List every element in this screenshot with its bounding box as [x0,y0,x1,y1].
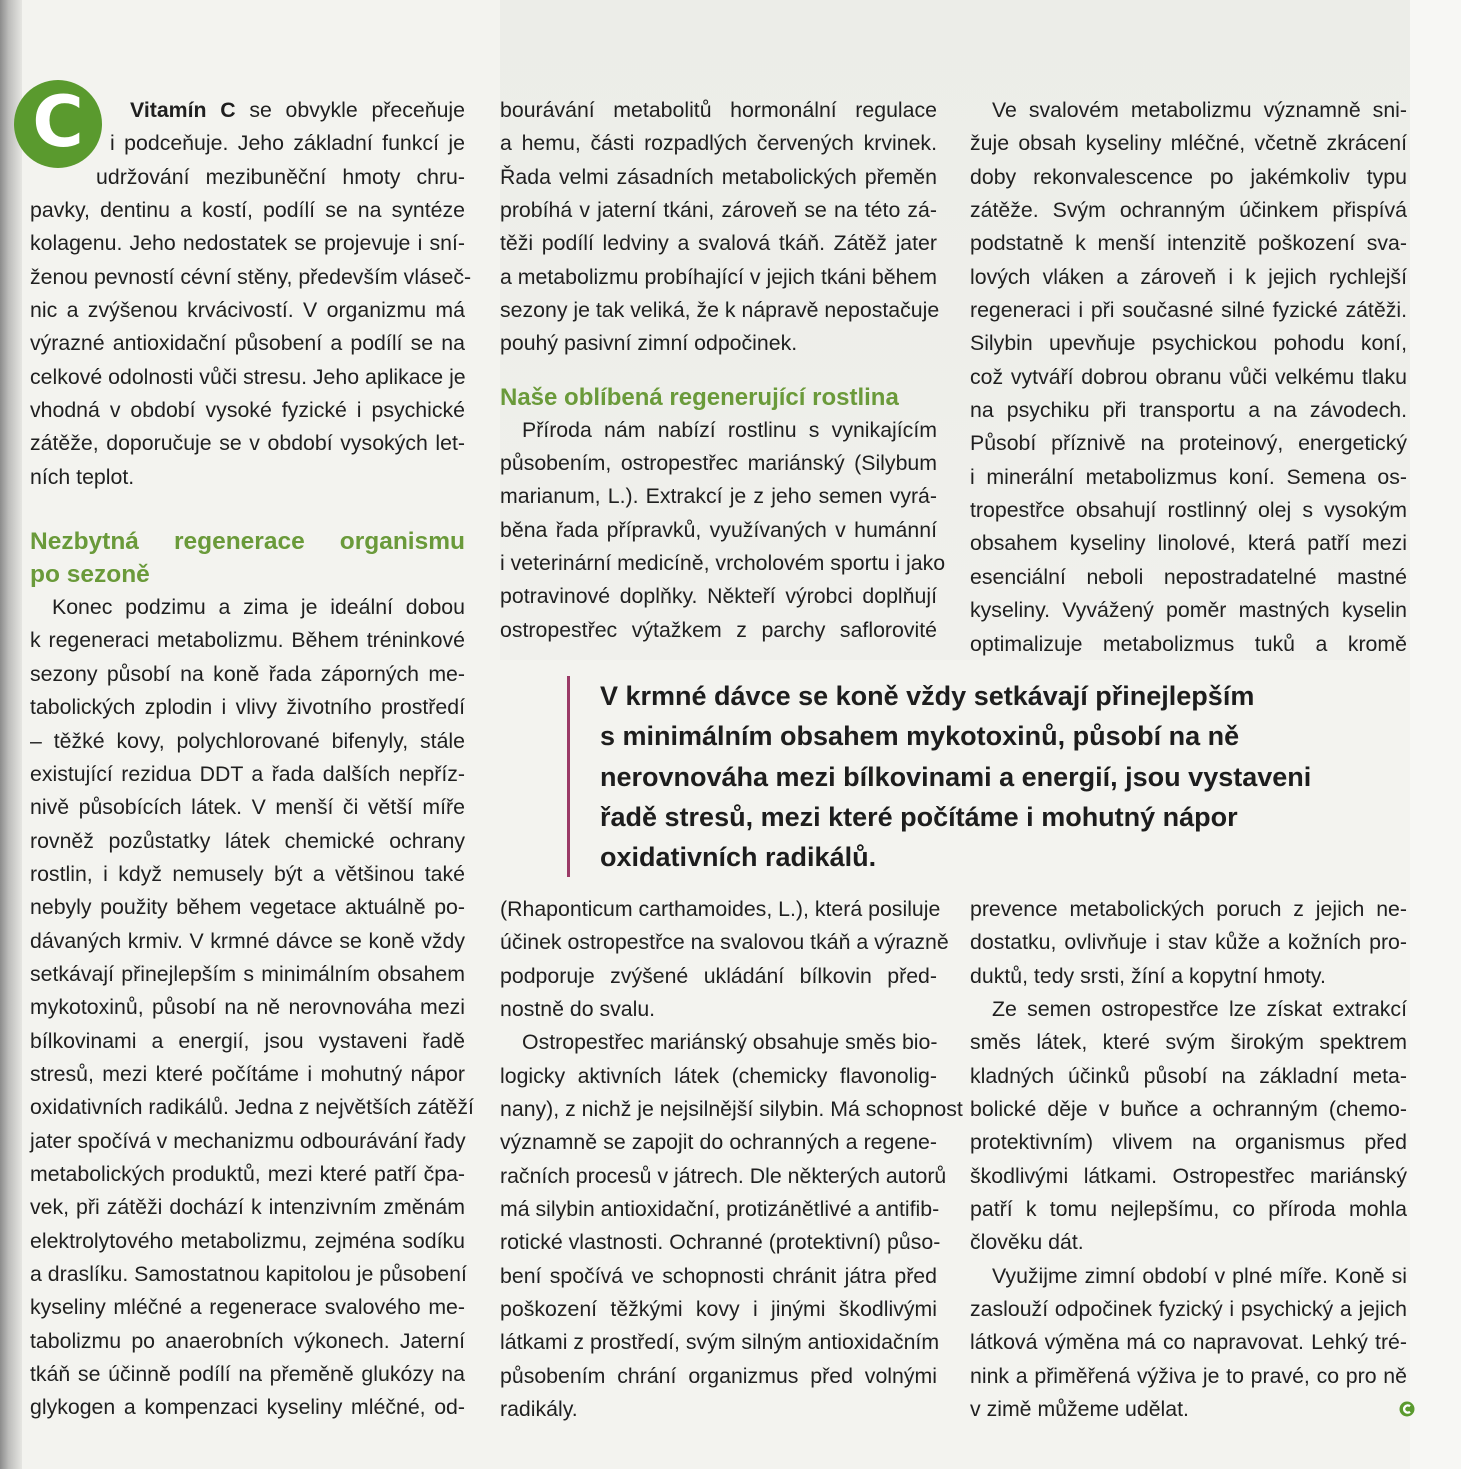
section-heading-regeneration [30,525,465,591]
pull-quote-line: s minimálním obsahem mykotoxinů, působí na ně [600,721,1240,752]
text-line: celkové odolnosti vůči stresu. Jeho aplikace je [30,364,466,389]
text-line: jater spočívá v mechanizmu odbourávání řady [30,1128,466,1153]
text-line: a hemu, části rozpadlých červených krvinek. [500,131,937,156]
text-line: Silybin upevňuje psychickou pohodu koní, [970,331,1407,356]
text-line: a draslíku. Samostatnou kapitolou je působení [30,1262,467,1286]
text-line: působením, ostropestřec mariánský (Silybum [500,451,937,476]
text-line: bourávání metabolitů hormonální regulace [500,98,937,122]
pull-quote-line: oxidativních radikálů. [600,842,877,873]
text-line: nivě působících látek. V menší či větší míře [30,795,465,820]
text-line: regeneraci i při současné silné fyzické zátěži. [970,298,1407,323]
text-line: i minerální metabolizmus koní. Semena os- [970,464,1407,489]
text-line: kyseliny. Vyvážený poměr mastných kyselin [970,598,1407,623]
text-line: optimalizuje metabolizmus tuků a kromě [970,631,1407,656]
silybin-paragraph [500,1026,963,1426]
text-line: radikály. [500,1397,578,1422]
section-heading-plant: Naše oblíbená regenerující rostlina [500,383,899,411]
text-line: podporuje zvýšené ukládání bílkovin před- [500,963,937,988]
text-line: obsahem kyseliny linolové, která patří mezi [970,531,1407,556]
text-line: na psychiku při transportu a na závodech. [970,398,1407,423]
text-line: i veterinární medicíně, vrcholovém sportu i jako [500,551,946,576]
text-line: mykotoxinů, působí na ně nerovnováha mezi [30,995,465,1020]
text-line: významně se zapojit do ochranných a regene- [500,1130,937,1155]
text-line: ních teplot. [30,464,135,489]
text-line: tropestřce obsahují rostlinný olej s vysokým [970,498,1407,523]
text-line: látková výměna má co napravovat. Lehký tré- [970,1330,1407,1355]
text-line: udržování mezibuněční hmoty chru- [96,164,465,189]
text-line: sezony působí na koně řada záporných me- [30,661,465,686]
text-line: sezony je tak veliká, že k nápravě nepostačuje [500,298,940,323]
plant-paragraph [500,414,946,647]
text-line: setkávají přinejlepším s minimálním obsahem [30,961,465,986]
article-column-right-lower [970,893,1407,1427]
text-line: podstatně k menší intenzitě poškození sva- [970,231,1407,256]
text-line: metabolických produktů, mezi které patří čpa- [30,1161,465,1186]
text-line: působením chrání organizmus před volnými [500,1363,937,1388]
text-line: Ve svalovém metabolizmu významně sni- [992,98,1407,122]
text-line: prevence metabolických poruch z jejich ne- [970,897,1407,921]
text-line: i podceňuje. Jeho základní funkcí je [110,131,465,156]
article-column-middle-lower [500,893,963,1427]
text-line: Řada velmi zásadních metabolických přeměn [500,164,937,189]
text-line: tabolizmu po anaerobních výkonech. Jaterní [30,1328,465,1353]
text-line: nany), z nichž je nejsilnější silybin. Má schopnost [500,1097,963,1122]
pull-quote [567,676,1430,877]
text-line: tabolických zplodin i vlivy životního prostředí [30,695,465,720]
text-line: tkáň se účinně podílí na přeměně glukózy na [30,1362,465,1387]
text-line: rovněž pozůstatky látek chemické ochrany [30,828,465,853]
text-line: nostně do svalu. [500,997,656,1022]
text-line: škodlivými látkami. Ostropestřec mariánský [970,1163,1407,1188]
text-line: doby rekonvalescence po jakémkoliv typu [970,164,1407,189]
text-line: (Rhaponticum carthamoides, L.), která posiluje [500,897,941,921]
text-line: protektivním) vlivem na organismus před [970,1130,1407,1155]
text-line: a metabolizmu probíhající v jejich tkáni během [500,264,937,289]
article-column-right [970,94,1407,661]
text-line: Příroda nám nabízí rostlinu s vynikajícím [522,417,937,442]
text-line: Využijme zimní období v plné míře. Koně si [992,1263,1407,1288]
text-line: ženou pevností cévní stěny, především vláseč- [30,264,472,289]
heading-line: po sezoně [30,561,150,589]
text-line: člověku dát. [970,1230,1084,1255]
text-line: bolické děje v buňce a ochranným (chemo- [970,1097,1407,1122]
text-line: těži podílí ledviny a svalová tkáň. Zátěž jater [500,231,937,256]
text-line: logicky aktivních látek (chemicky flavonolig- [500,1063,937,1088]
text-line: rostlin, i když nemusely být a většinou také [30,861,465,886]
text-line: látkami z prostředí, svým silným antioxidačním [500,1330,940,1355]
article-column-middle [500,94,946,647]
text-line: má silybin antioxidační, protizánětlivé a antifib- [500,1197,940,1222]
regeneration-paragraph [30,591,474,1425]
text-line: rotické vlastnosti. Ochranné (protektivní) půso- [500,1230,941,1255]
text-line: Konec podzimu a zima je ideální dobou [52,595,465,620]
text-line: esenciální neboli nepostradatelné mastné [970,564,1407,589]
text-line: – těžké kovy, polychlorované bifenyly, stále [30,728,465,753]
text-line: běna řada přípravků, využívaných v humánní [500,517,937,542]
pull-quote-line: V krmné dávce se koně vždy setkávají přinejlepším [600,681,1255,711]
text-line: Ostropestřec mariánský obsahuje směs bio- [522,1030,938,1055]
closing-paragraph [970,1260,1407,1427]
text-line: účinek ostropestřce na svalovou tkáň a výrazně [500,930,949,955]
text-line: ostropestřec výtažkem z parchy saflorovité [500,617,937,642]
text-line: dávaných krmiv. V krmné dávce se koně vždy [30,928,465,953]
text-line: v zimě můžeme udělat. [970,1393,1407,1426]
text-line: potravinové doplňky. Někteří výrobci doplňují [500,584,937,609]
text-line: kladných účinků působí na základní meta- [970,1063,1407,1088]
text-line: nic a zvýšenou krvácivostí. V organizmu má [30,298,465,323]
pull-quote-line: nerovnováha mezi bílkovinami a energií, jsou vystaveni [600,761,1312,792]
extract-paragraph [970,993,1407,1260]
text-line: duktů, tedy srsti, žíní a kopytní hmoty. [970,963,1326,988]
text-line: bení spočívá ve schopnosti chránit játra před [500,1263,937,1288]
text-line: kolagenu. Jeho nedostatek se projevuje i sní- [30,231,465,256]
text-line: stresů, mezi které počítáme i mohutný nápor [30,1061,465,1086]
text-line: glykogen a kompenzaci kyseliny mléčné, od- [30,1395,465,1420]
text-line: probíhá v jaterní tkáni, zároveň se na této zá- [500,198,937,223]
text-line: lových vláken a zároveň i k jejich rychlejší [970,264,1407,289]
text-line: zátěže. Svým ochranným účinkem přispívá [970,198,1407,223]
text-line: Vitamín C se obvykle přeceňuje [130,98,465,122]
text-line: račních procesů v játrech. Dle některých autorů [500,1163,947,1188]
text-line: což vytváří dobrou obranu vůči velkému tlaku [970,364,1407,389]
text-line: bílkovinami a energií, jsou vystaveni řadě [30,1028,465,1053]
text-line: nebyly použity během vegetace aktuálně po- [30,895,465,920]
text-line: žuje obsah kyseliny mléčné, včetně zkrácení [970,131,1407,156]
intro-paragraph [30,94,472,494]
text-line: poškození těžkými kovy i jinými škodlivými [500,1297,937,1322]
text-line: směs látek, které svým širokým spektrem [970,1030,1407,1055]
end-of-article-c-icon [1399,1401,1415,1417]
text-line: elektrolytového metabolizmu, zejména sodíku [30,1228,465,1253]
text-line: marianum, L.). Extrakcí je z jeho semen vyrá- [500,484,937,509]
rhaponticum-paragraph [500,893,949,1026]
lead-bold-text: Vitamín C [130,98,236,122]
article-column-left [30,94,474,1425]
text-line: Ze semen ostropestřce lze získat extrakcí [992,997,1407,1022]
skin-paragraph [970,893,1407,993]
text-line: dostatku, ovlivňuje i stav kůže a kožních pro- [970,930,1407,955]
text-line: pavky, dentinu a kostí, podílí se na syntéze [30,198,465,223]
text-line: výrazné antioxidační působení a podílí se na [30,331,465,356]
text-line: zaslouží odpočinek fyzický i psychický a jejich [970,1297,1407,1322]
text-line: pouhý pasivní zimní odpočinek. [500,331,798,356]
text-line: Působí příznivě na proteinový, energetický [970,431,1407,456]
heading-line: Nezbytná regenerace organismu [30,528,465,556]
text-line: existující rezidua DDT a řada dalších nepříz- [30,761,465,786]
text-line: zátěže, doporučuje se v období vysokých let- [30,431,465,456]
drop-cap-letter: C [32,81,84,163]
scan-page-edge-shadow [0,0,22,1469]
text-line: kyseliny mléčné a regenerace svalového me- [30,1295,465,1320]
text-line: vek, při zátěži dochází k intenzivním změnám [30,1195,465,1220]
text-line: nink a přiměřená výživa je to pravé, co pro ně [970,1363,1407,1388]
text-line: patří k tomu nejlepšímu, co příroda mohla [970,1197,1407,1222]
text-line: oxidativních radikálů. Jedna z největších zátěží [30,1095,474,1120]
text-line: vhodná v období vysoké fyzické i psychické [30,398,465,423]
pull-quote-line: řadě stresů, mezi které počítáme i mohutný nápor [600,801,1238,832]
text-line: k regeneraci metabolizmu. Během tréninkové [30,628,465,653]
continued-paragraph [500,94,940,361]
